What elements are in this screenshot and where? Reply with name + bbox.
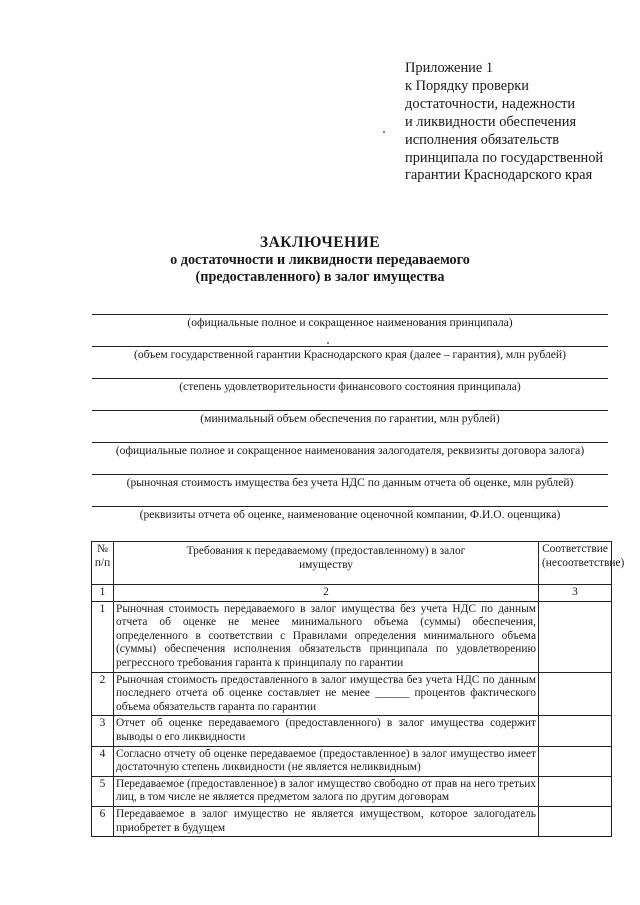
appendix-line: и ликвидности обеспечения: [405, 113, 577, 130]
appendix-line: Приложение 1: [405, 60, 494, 76]
header-requirements: [114, 542, 539, 585]
row-match-cell[interactable]: [539, 716, 612, 746]
appendix-line: к Порядку проверки: [405, 77, 529, 94]
table-header-row: [92, 542, 612, 585]
row-requirement: Отчет об оценке передаваемого (предоставленного) в залог имущества содержит выводы о его ликвидности: [114, 716, 539, 746]
fill-line: [92, 474, 608, 475]
col-number: 3: [539, 585, 612, 602]
appendix-line: исполнения обязательств: [405, 131, 560, 148]
min-collateral-field[interactable]: [92, 398, 608, 430]
appraisal-report-field[interactable]: [92, 494, 608, 526]
fill-line: [92, 410, 608, 411]
fill-line: [92, 506, 608, 507]
row-num: 3: [92, 716, 114, 746]
field-caption: (реквизиты отчета об оценке, наименование оценочной компании, Ф.И.О. оценщика): [139, 508, 561, 521]
row-requirement: Передаваемое (предоставленное) в залог имущество свободно от прав на него третьих лиц, в том числе не является предметом залога по другим договорам: [114, 776, 539, 806]
header-num: № п/п: [92, 542, 114, 585]
header-match: [539, 542, 625, 585]
market-value-field[interactable]: [92, 462, 608, 494]
title-subline: о достаточности и ликвидности передаваемого: [170, 252, 470, 268]
header-requirements-text: Требования к передаваемому (предоставленному) в залог имуществу: [186, 545, 466, 571]
field-caption: (степень удовлетворительности финансового состояния принципала): [179, 380, 521, 393]
table-row: [92, 806, 612, 836]
row-match-cell[interactable]: [539, 601, 612, 672]
row-match-cell[interactable]: [539, 672, 612, 716]
row-match-cell[interactable]: [539, 776, 612, 806]
row-num: 4: [92, 746, 114, 776]
row-num: 2: [92, 672, 114, 716]
fill-line: [92, 346, 608, 347]
fill-line: [92, 378, 608, 379]
field-caption: (официальные полное и сокращенное наименования принципала): [187, 316, 513, 329]
principal-name-field[interactable]: [92, 302, 608, 334]
fill-line: [92, 314, 608, 315]
document-title: [0, 234, 640, 286]
col-number: 2: [114, 585, 539, 602]
form-fields: [92, 302, 608, 526]
field-caption: (объем государственной гарантии Краснодарского края (далее – гарантия), млн рублей): [134, 348, 566, 361]
field-caption: (минимальный объем обеспечения по гарантии, млн рублей): [200, 412, 500, 425]
financial-state-field[interactable]: [92, 366, 608, 398]
table-row: [92, 776, 612, 806]
table-row: [92, 601, 612, 672]
row-match-cell[interactable]: [539, 806, 612, 836]
row-match-cell[interactable]: [539, 746, 612, 776]
appendix-block: [405, 60, 635, 185]
field-caption: (рыночная стоимость имущества без учета НДС по данным отчета об оценке, млн рублей): [126, 476, 574, 489]
requirements-table: [91, 541, 625, 837]
header-match-text: Соответствие (несоответствие): [542, 543, 625, 569]
table-row: [92, 746, 612, 776]
scan-speck: [383, 131, 385, 133]
column-number-row: [92, 585, 612, 602]
row-num: 5: [92, 776, 114, 806]
row-requirement: Согласно отчету об оценке передаваемое (предоставленное) в залог имущество имеет достаточную степень ликвидности (не является неликвидным): [114, 746, 539, 776]
title-subline: (предоставленного) в залог имущества: [195, 269, 445, 285]
field-caption: (официальные полное и сокращенное наименования залогодателя, реквизиты договора залога): [115, 444, 585, 457]
appendix-line: достаточности, надежности: [405, 95, 576, 112]
col-number: 1: [92, 585, 114, 602]
row-requirement: Передаваемое в залог имущество не является имуществом, которое залогодатель приобретет в будущем: [114, 806, 539, 836]
appendix-line: принципала по государственной: [405, 149, 604, 166]
fill-line: [92, 442, 608, 443]
guarantee-amount-field[interactable]: [92, 334, 608, 366]
table-row: [92, 716, 612, 746]
table-row: [92, 672, 612, 716]
pledger-name-field[interactable]: [92, 430, 608, 462]
row-requirement: Рыночная стоимость передаваемого в залог имущества без учета НДС по данным отчета об оценке не менее минимального объема (суммы) обеспечения, определенного в соответствии с Правилами определения минимального объема (суммы) обеспечения исполнения обязательств принципала по удовлетворению регрессного требования гаранта к принципалу по гарантии: [114, 601, 539, 672]
row-num: 6: [92, 806, 114, 836]
row-requirement: Рыночная стоимость предоставленного в залог имущества без учета НДС по данным последнего отчета об оценке составляет не менее ______ процентов фактического объема обязательств гаранта по гарантии: [114, 672, 539, 716]
appendix-line: гарантии Краснодарского края: [405, 167, 593, 184]
title-main: ЗАКЛЮЧЕНИЕ: [259, 234, 381, 251]
row-num: 1: [92, 601, 114, 672]
